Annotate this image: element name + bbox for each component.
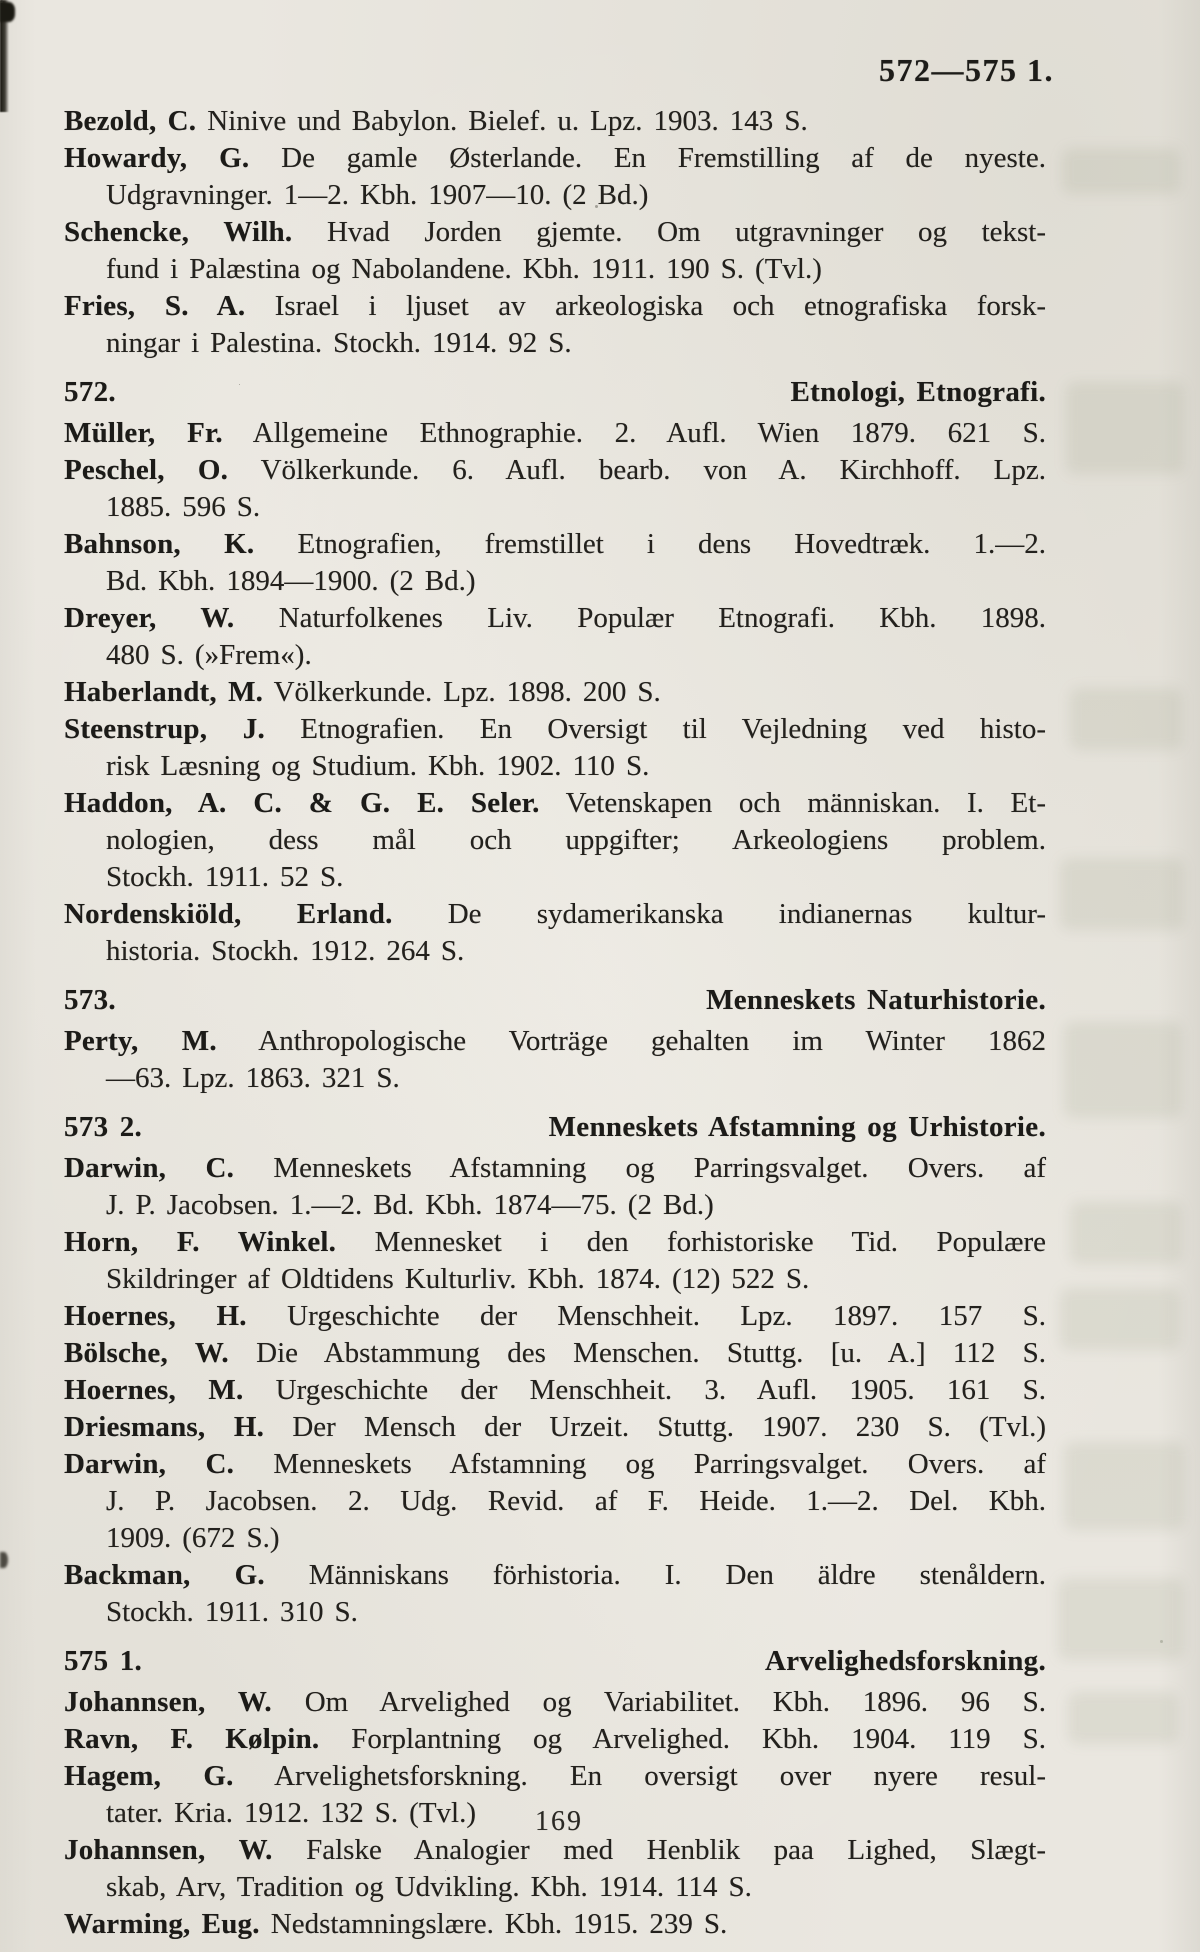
- entry-line: Hoernes, M. Urgeschichte der Menschheit. 3. Aufl. 1905. 161 S.: [64, 1374, 1046, 1406]
- entry-line: Horn, F. Winkel. Mennesket i den forhistoriske Tid. Populære: [64, 1226, 1046, 1258]
- bleedthrough-artifact: [1068, 1692, 1178, 1744]
- entry-line: Warming, Eug. Nedstamningslære. Kbh. 1915. 239 S.: [64, 1908, 728, 1940]
- entry-line: J. P. Jacobsen. 2. Udg. Revid. af F. Heide. 1.—2. Del. Kbh.: [106, 1485, 1046, 1517]
- entry-line: Bezold, C. Ninive und Babylon. Bielef. u. Lpz. 1903. 143 S.: [64, 105, 808, 137]
- entry-author: Peschel, O.: [64, 454, 229, 486]
- entry-line: Backman, G. Människans förhistoria. I. Den äldre stenåldern.: [64, 1559, 1046, 1591]
- entry-author: Darwin, C.: [64, 1448, 235, 1480]
- bleedthrough-artifact: [1060, 1288, 1180, 1350]
- bleedthrough-artifact: [1062, 148, 1180, 194]
- bleedthrough-artifact: [1064, 1022, 1182, 1118]
- entry-author: Bahnson, K.: [64, 528, 255, 560]
- entry-line: Müller, Fr. Allgemeine Ethnographie. 2. Aufl. Wien 1879. 621 S.: [64, 417, 1046, 449]
- entry-line: Johannsen, W. Falske Analogier med Henblik paa Lighed, Slægt-: [64, 1834, 1046, 1866]
- entry-author: Ravn, F. Kølpin.: [64, 1723, 320, 1755]
- entry-author: Johannsen, W.: [64, 1834, 273, 1866]
- entry-line: Johannsen, W. Om Arvelighed og Variabilitet. Kbh. 1896. 96 S.: [64, 1686, 1046, 1718]
- bibliography-list: [64, 103, 1046, 1943]
- entry-line: Hoernes, H. Urgeschichte der Menschheit. Lpz. 1897. 157 S.: [64, 1300, 1046, 1332]
- entry-author: Dreyer, W.: [64, 602, 235, 634]
- entry-line: historia. Stockh. 1912. 264 S.: [106, 935, 465, 967]
- entry-author: Backman, G.: [64, 1559, 265, 1591]
- section-number: 573 2.: [64, 1111, 143, 1143]
- entry-line: Udgravninger. 1—2. Kbh. 1907—10. (2 Bd.): [106, 179, 649, 211]
- entry-author: Haddon, A. C. & G. E. Seler.: [64, 787, 540, 819]
- entry-author: Schencke, Wilh.: [64, 216, 293, 248]
- entry-line: Haddon, A. C. & G. E. Seler. Vetenskapen och människan. I. Et-: [64, 787, 1046, 819]
- entry-line: fund i Palæstina og Nabolandene. Kbh. 1911. 190 S. (Tvl.): [106, 253, 822, 285]
- entry-line: Skildringer af Oldtidens Kulturliv. Kbh. 1874. (12) 522 S.: [106, 1263, 810, 1295]
- scan-edge-artifact: [0, 2, 15, 22]
- bleedthrough-artifact: [1070, 1202, 1182, 1264]
- entry-line: Howardy, G. De gamle Østerlande. En Fremstilling af de nyeste.: [64, 142, 1046, 174]
- entry-author: Howardy, G.: [64, 142, 250, 174]
- entry-line: nologien, dess mål och uppgifter; Arkeologiens problem.: [106, 824, 1046, 856]
- entry-line: Ravn, F. Kølpin. Forplantning og Arvelighed. Kbh. 1904. 119 S.: [64, 1723, 1046, 1755]
- entry-author: Fries, S. A.: [64, 290, 246, 322]
- entry-author: Bölsche, W.: [64, 1337, 229, 1369]
- entry-author: Perty, M.: [64, 1025, 217, 1057]
- section-number: 575 1.: [64, 1645, 143, 1677]
- entry-line: Hagem, G. Arvelighetsforskning. En oversigt over nyere resul-: [64, 1760, 1046, 1792]
- section-number: 573.: [64, 984, 116, 1016]
- bleedthrough-artifact: [1070, 688, 1182, 750]
- section-heading: [64, 1109, 1046, 1146]
- section-number: 572.: [64, 376, 116, 408]
- entry-line: Stockh. 1911. 310 S.: [106, 1596, 358, 1628]
- bleedthrough-artifact: [1060, 858, 1184, 930]
- scan-speck-artifact: [0, 0, 3, 3]
- section-title: Menneskets Naturhistorie.: [706, 984, 1046, 1016]
- entry-line: Bahnson, K. Etnografien, fremstillet i dens Hovedtræk. 1.—2.: [64, 528, 1046, 560]
- section-title: Menneskets Afstamning og Urhistorie.: [548, 1111, 1046, 1143]
- entry-author: Horn, F. Winkel.: [64, 1226, 337, 1258]
- entry-line: Driesmans, H. Der Mensch der Urzeit. Stuttg. 1907. 230 S. (Tvl.): [64, 1411, 1046, 1443]
- entry-line: risk Læsning og Studium. Kbh. 1902. 110 S.: [106, 750, 650, 782]
- entry-line: —63. Lpz. 1863. 321 S.: [106, 1062, 400, 1094]
- entry-line: Schencke, Wilh. Hvad Jorden gjemte. Om utgravninger og tekst-: [64, 216, 1047, 248]
- entry-author: Nordenskiöld, Erland.: [64, 898, 393, 930]
- entry-line: Bölsche, W. Die Abstammung des Menschen. Stuttg. [u. A.] 112 S.: [64, 1337, 1046, 1369]
- entry-line: Peschel, O. Völkerkunde. 6. Aufl. bearb. von A. Kirchhoff. Lpz.: [64, 454, 1047, 486]
- entry-author: Warming, Eug.: [64, 1908, 260, 1940]
- entry-line: Fries, S. A. Israel i ljuset av arkeologiska och etnografiska forsk-: [64, 290, 1046, 322]
- bleedthrough-artifact: [1058, 1578, 1184, 1660]
- entry-line: 1909. (672 S.): [106, 1522, 280, 1554]
- entry-line: Darwin, C. Menneskets Afstamning og Parringsvalget. Overs. af: [64, 1152, 1046, 1184]
- entry-line: Perty, M. Anthropologische Vorträge gehalten im Winter 1862: [64, 1025, 1046, 1057]
- running-head: 572—575 1.: [879, 52, 1054, 88]
- entry-author: Hoernes, M.: [64, 1374, 244, 1406]
- section-heading: [64, 982, 1046, 1019]
- entry-author: Hagem, G.: [64, 1760, 234, 1792]
- entry-author: Darwin, C.: [64, 1152, 235, 1184]
- entry-author: Haberlandt, M.: [64, 676, 264, 708]
- entry-line: Nordenskiöld, Erland. De sydamerikanska indianernas kultur-: [64, 898, 1046, 930]
- section-title: Etnologi, Etnografi.: [790, 376, 1046, 408]
- entry-author: Driesmans, H.: [64, 1411, 265, 1443]
- entry-line: Steenstrup, J. Etnografien. En Oversigt til Vejledning ved histo-: [64, 713, 1046, 745]
- entry-author: Müller, Fr.: [64, 417, 223, 449]
- bleedthrough-artifact: [1066, 382, 1184, 474]
- entry-line: ningar i Palestina. Stockh. 1914. 92 S.: [106, 327, 572, 359]
- entry-line: tater. Kria. 1912. 132 S. (Tvl.): [106, 1797, 477, 1829]
- section-heading: [64, 1643, 1046, 1680]
- entry-line: J. P. Jacobsen. 1.—2. Bd. Kbh. 1874—75. (2 Bd.): [106, 1189, 714, 1221]
- entry-author: Hoernes, H.: [64, 1300, 247, 1332]
- entry-author: Steenstrup, J.: [64, 713, 265, 745]
- entry-line: Darwin, C. Menneskets Afstamning og Parringsvalget. Overs. af: [64, 1448, 1046, 1480]
- section-title: Arvelighedsforskning.: [764, 1645, 1046, 1677]
- entry-line: skab, Arv, Tradition og Udvikling. Kbh. 1914. 114 S.: [106, 1871, 752, 1903]
- section-heading: [64, 374, 1046, 411]
- entry-line: 1885. 596 S.: [106, 491, 261, 523]
- entry-line: Stockh. 1911. 52 S.: [106, 861, 344, 893]
- entry-author: Bezold, C.: [64, 105, 197, 137]
- entry-author: Johannsen, W.: [64, 1686, 272, 1718]
- entry-line: Dreyer, W. Naturfolkenes Liv. Populær Etnografi. Kbh. 1898.: [64, 602, 1047, 634]
- page-number: 169: [535, 1806, 583, 1837]
- entry-line: Bd. Kbh. 1894—1900. (2 Bd.): [106, 565, 476, 597]
- entry-line: Haberlandt, M. Völkerkunde. Lpz. 1898. 200 S.: [64, 676, 661, 708]
- bleedthrough-artifact: [1064, 1442, 1184, 1530]
- entry-line: 480 S. (»Frem«).: [106, 639, 312, 671]
- scan-edge-artifact: [0, 1552, 8, 1568]
